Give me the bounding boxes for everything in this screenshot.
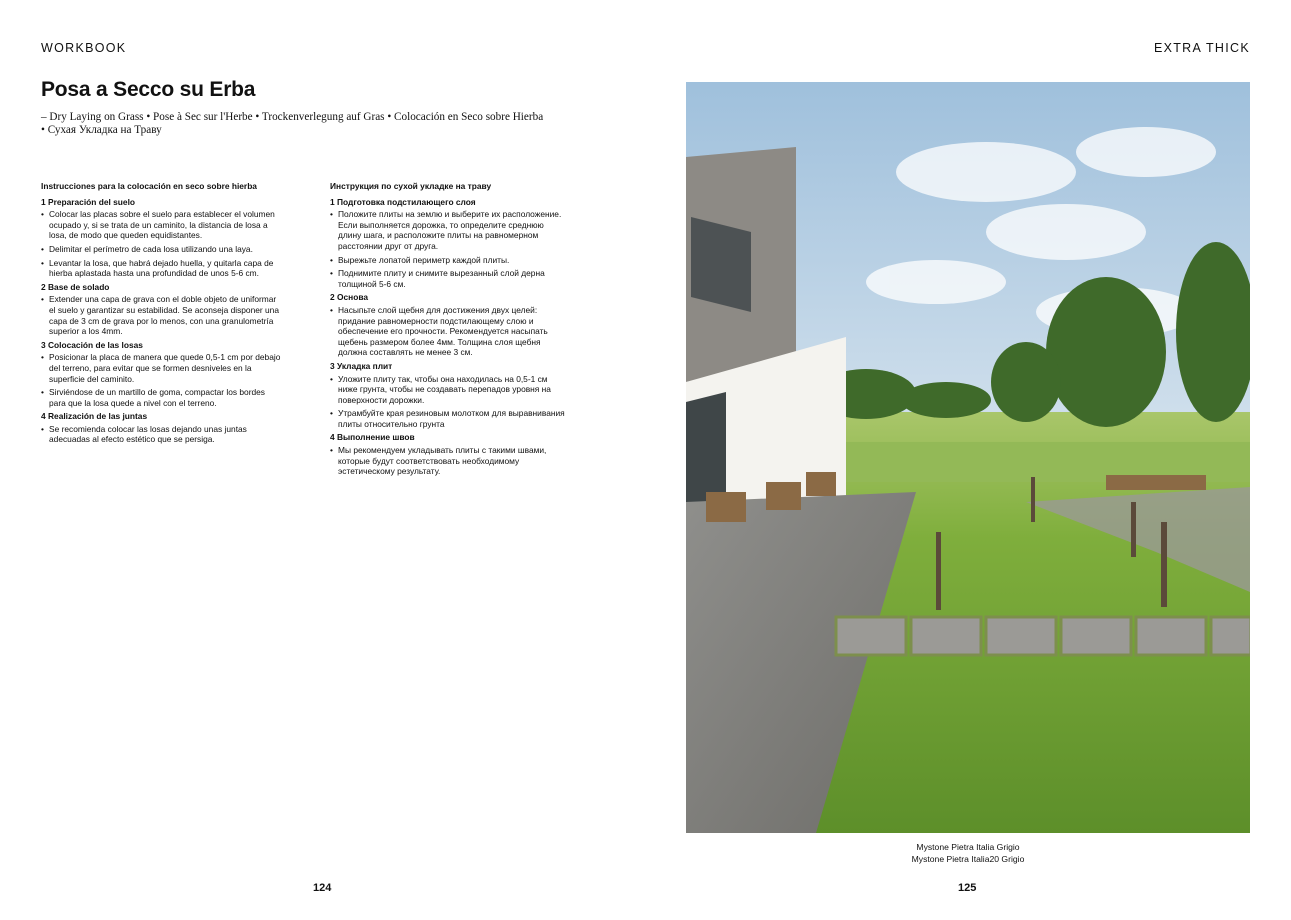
section-title: 4 Выполнение швов [330, 432, 415, 443]
list-item: • Утрамбуйте края резиновым молотком для выравнивания плиты относительно грунта [330, 408, 565, 429]
page-number-right: 125 [958, 882, 977, 894]
section-title: 2 Основа [330, 292, 369, 303]
subtitle [41, 111, 581, 137]
step-list [330, 209, 565, 289]
step-list [41, 424, 281, 445]
section-title: 4 Realización de las juntas [41, 411, 148, 422]
list-item: • Delimitar el perímetro de cada losa utilizando una laya. [41, 244, 281, 255]
list-item: • Уложите плиту так, чтобы она находилась на 0,5-1 см ниже грунта, чтобы не создавать перепадов уровня на поверхности дорожки. [330, 374, 565, 406]
instructions-es [41, 181, 281, 448]
list-item: • Мы рекомендуем укладывать плиты с такими швами, которые будут соответствовать необходимому эстетическому результату. [330, 445, 565, 477]
list-item: • Поднимите плиту и снимите вырезанный слой дерна толщиной 5-6 см. [330, 268, 565, 289]
list-item: • Colocar las placas sobre el suelo para establecer el volumen ocupado y, si se trata de un caminito, la distancia de losa a losa, de modo que queden equidistantes. [41, 209, 281, 241]
step-list [330, 305, 565, 358]
page-title: Posa a Secco su Erba [41, 78, 256, 101]
list-item: • Sirviéndose de un martillo de goma, compactar los bordes para que la losa quede a nivel con el terreno. [41, 387, 281, 408]
section-title: 1 Preparación del suelo [41, 196, 136, 207]
list-item: • Posicionar la placa de manera que quede 0,5-1 cm por debajo del terreno, para evitar que se formen desniveles en la superficie del caminito. [41, 352, 281, 384]
caption-line: Mystone Pietra Italia20 Grigio [911, 854, 1025, 864]
section-title: 1 Подготовка подстилающего слоя [330, 196, 476, 207]
list-item: • Extender una capa de grava con el doble objeto de uniformar el suelo y garantizar su estabilidad. Se aconseja disponer una capa de 3 cm de grava por lo menos, con una granulometría superior a los 4mm. [41, 294, 281, 336]
page-number-left: 124 [313, 882, 332, 894]
subtitle-line: – Dry Laying on Grass • Pose à Sec sur l'Herbe • Trockenverlegung auf Gras • Colocación en Seco sobre Hierba [41, 111, 544, 123]
instructions-heading: Инструкция по сухой укладке на траву [330, 181, 492, 191]
instructions-heading: Instrucciones para la colocación en seco sobre hierba [41, 181, 257, 191]
photo-caption [868, 841, 1068, 865]
step-list [41, 352, 281, 408]
step-list [41, 294, 281, 336]
caption-line: Mystone Pietra Italia Grigio [916, 842, 1020, 852]
list-item: • Вырежьте лопатой периметр каждой плиты. [330, 255, 565, 266]
section-title: 3 Укладка плит [330, 360, 393, 371]
section-title: 2 Base de solado [41, 281, 110, 292]
step-list [330, 374, 565, 430]
instructions-ru [330, 181, 565, 480]
running-header-left: WORKBOOK [41, 41, 127, 55]
list-item: • Положите плиты на землю и выберите их расположение. Если выполняется дорожка, то определите среднюю длину шага, и расположите плиты на равномерном расстоянии друг от друга. [330, 209, 565, 251]
product-photo [686, 82, 1250, 833]
step-list [41, 209, 281, 279]
section-title: 3 Colocación de las losas [41, 339, 143, 350]
list-item: • Насыпьте слой щебня для достижения двух целей: придание равномерности подстилающему слою и обеспечение его прочности. Рекомендуется насыпать щебень размером более 4мм. Толщина слоя щебня должна составлять не менее 3 см. [330, 305, 565, 358]
subtitle-line: • Сухая Укладка на Траву [41, 124, 162, 136]
list-item: • Levantar la losa, que habrá dejado huella, y quitarla capa de hierba aplastada hasta una profundidad de unos 5-6 cm. [41, 258, 281, 279]
running-header-right: EXTRA THICK [1153, 41, 1250, 55]
list-item: • Se recomienda colocar las losas dejando unas juntas adecuadas al efecto estético que se persiga. [41, 424, 281, 445]
step-list [330, 445, 565, 477]
